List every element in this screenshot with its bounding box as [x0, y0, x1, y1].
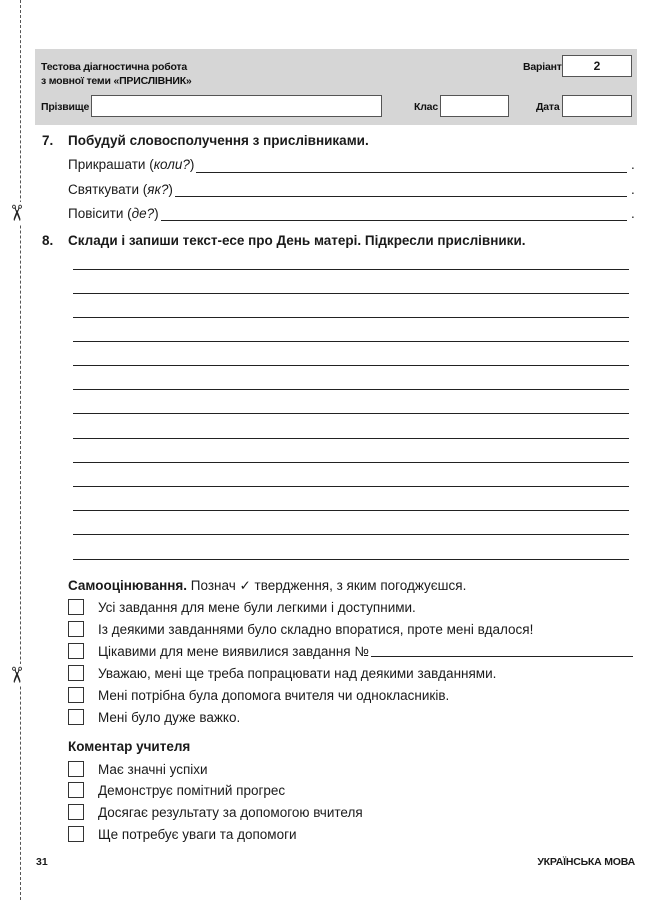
date-field[interactable]: [562, 95, 632, 117]
self-assessment-item[interactable]: Усі завдання для мене були легкими і доступними.: [68, 598, 416, 616]
writing-line[interactable]: [73, 269, 629, 270]
task-7-item-2: Святкувати (як?): [68, 182, 173, 197]
teacher-comment-item[interactable]: Ще потребує уваги та допомоги: [68, 825, 297, 843]
checkbox[interactable]: [68, 665, 84, 681]
writing-line[interactable]: [73, 559, 629, 560]
writing-line[interactable]: [73, 486, 629, 487]
checkbox[interactable]: [68, 599, 84, 615]
writing-line[interactable]: [73, 341, 629, 342]
header-title-line1: Тестова діагностична робота: [41, 61, 188, 73]
writing-line[interactable]: [73, 462, 629, 463]
checkbox[interactable]: [68, 621, 84, 637]
answer-line[interactable]: [175, 196, 627, 197]
task-7-item-1: Прикрашати (коли?): [68, 157, 195, 172]
surname-field[interactable]: [91, 95, 382, 117]
writing-line[interactable]: [73, 365, 629, 366]
writing-line[interactable]: [73, 413, 629, 414]
self-assessment-heading: Самооцінювання. Познач ✓ твердження, з яким погоджуєшся.: [68, 578, 467, 593]
checkbox[interactable]: [68, 826, 84, 842]
writing-line[interactable]: [73, 293, 629, 294]
date-label: Дата: [536, 101, 560, 113]
checkbox[interactable]: [68, 804, 84, 820]
cut-line: [20, 0, 21, 900]
writing-line[interactable]: [73, 389, 629, 390]
header-title-line2: з мовної теми «ПРИСЛІВНИК»: [41, 75, 192, 87]
self-assessment-item[interactable]: Із деякими завданнями було складно впоратися, проте мені вдалося!: [68, 620, 533, 638]
scissors-icon: ✂: [3, 203, 28, 223]
surname-label: Прізвище: [41, 101, 90, 113]
answer-line[interactable]: [196, 172, 627, 173]
task-8-number: 8.: [42, 233, 54, 248]
writing-line[interactable]: [73, 317, 629, 318]
self-assessment-item[interactable]: Мені було дуже важко.: [68, 708, 240, 726]
teacher-comment-item[interactable]: Демонструє помітний прогрес: [68, 781, 285, 799]
self-assessment-item[interactable]: Цікавими для мене виявилися завдання №: [68, 642, 369, 660]
header-panel: [35, 49, 637, 125]
writing-line[interactable]: [73, 438, 629, 439]
task-7-item-3: Повісити (де?): [68, 206, 159, 221]
variant-field[interactable]: 2: [562, 55, 632, 77]
writing-line[interactable]: [73, 534, 629, 535]
checkbox[interactable]: [68, 761, 84, 777]
self-assessment-item[interactable]: Уважаю, мені ще треба попрацювати над деякими завданнями.: [68, 664, 496, 682]
class-label: Клас: [414, 101, 438, 113]
variant-label: Варіант: [523, 61, 562, 73]
task-8-title: Склади і запиши текст-есе про День матері. Підкресли прислівники.: [68, 233, 526, 248]
task-7-title: Побудуй словосполучення з прислівниками.: [68, 133, 369, 148]
scissors-icon: ✂: [3, 665, 28, 685]
checkbox[interactable]: [68, 687, 84, 703]
writing-line[interactable]: [73, 510, 629, 511]
answer-line[interactable]: [161, 220, 627, 221]
teacher-comment-item[interactable]: Має значні успіхи: [68, 760, 208, 778]
teacher-comment-item[interactable]: Досягає результату за допомогою вчителя: [68, 803, 363, 821]
checkbox[interactable]: [68, 709, 84, 725]
class-field[interactable]: [440, 95, 509, 117]
period: .: [631, 206, 635, 221]
task-number-answer-line[interactable]: [371, 656, 633, 657]
page-number: 31: [36, 856, 48, 868]
period: .: [631, 182, 635, 197]
task-7-number: 7.: [42, 133, 54, 148]
self-assessment-item[interactable]: Мені потрібна була допомога вчителя чи однокласників.: [68, 686, 449, 704]
period: .: [631, 157, 635, 172]
checkbox[interactable]: [68, 782, 84, 798]
checkbox[interactable]: [68, 643, 84, 659]
subject-label: УКРАЇНСЬКА МОВА: [537, 856, 635, 868]
teacher-comment-heading: Коментар учителя: [68, 739, 191, 754]
